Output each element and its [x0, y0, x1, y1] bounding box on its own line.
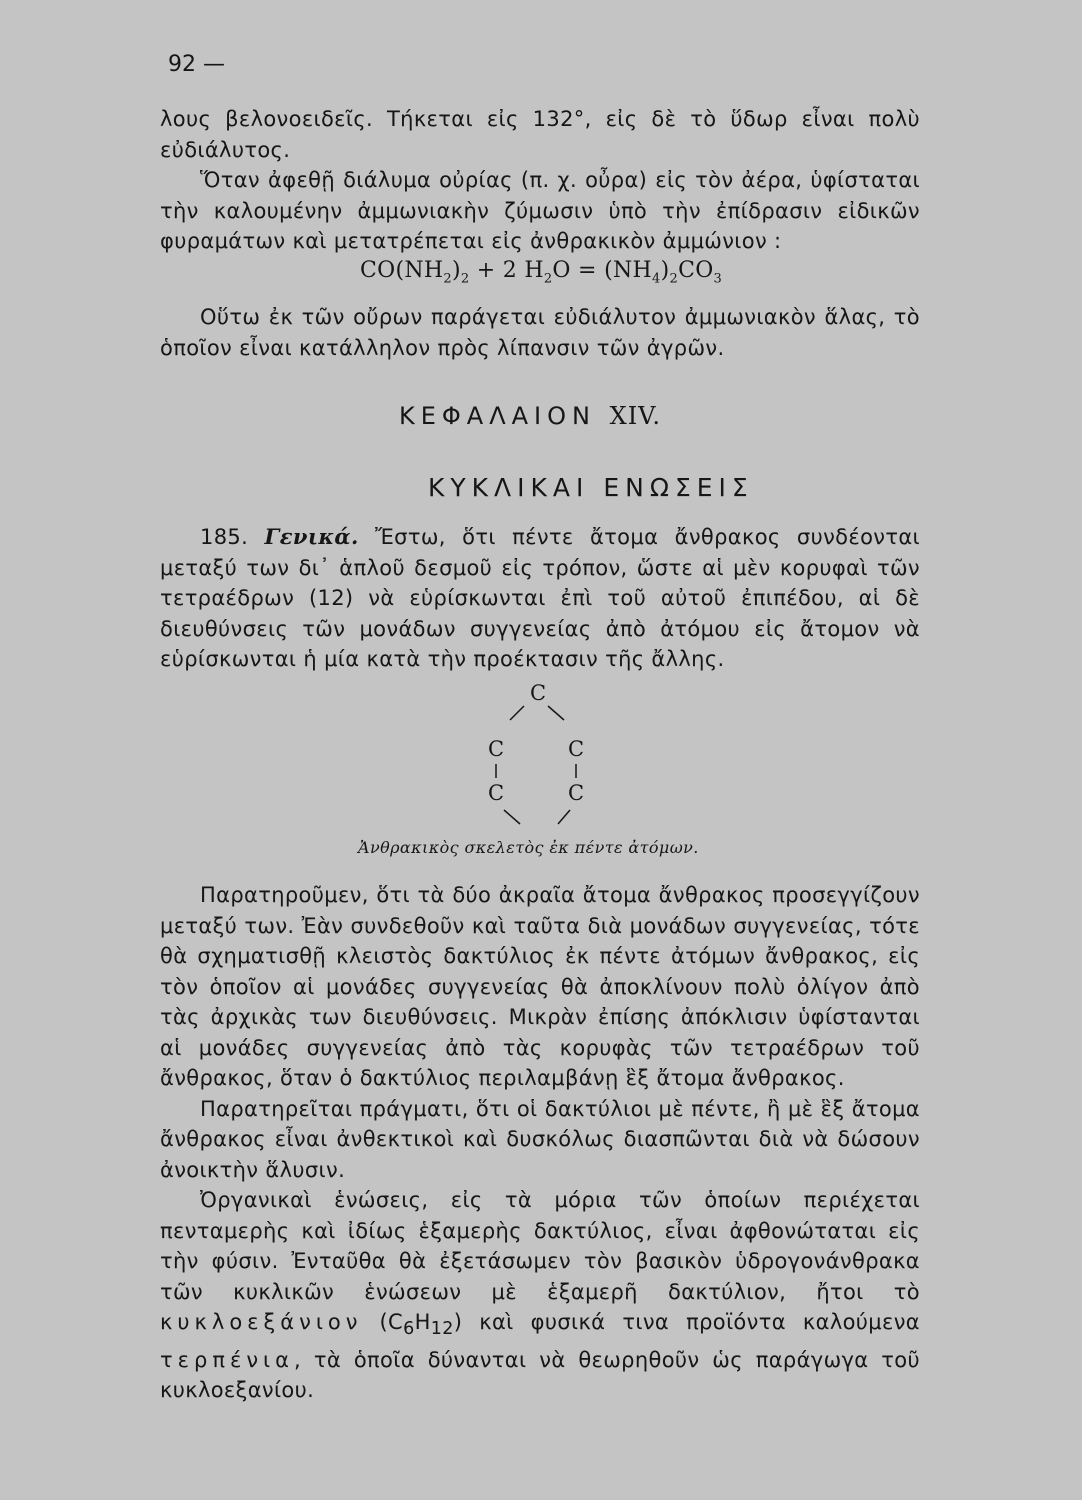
chapter-roman: XIV.: [609, 402, 661, 430]
atom-upper-left: C: [488, 737, 505, 761]
term-terpenes: τερπένια: [160, 1347, 294, 1372]
chapter-title: ΚΥΚΛΙΚΑΙ ΕΝΩΣΕΙΣ: [428, 473, 754, 502]
section-number: 185.: [200, 525, 249, 549]
body-paragraph-1: Παρατηροῦμεν, ὅτι τὰ δύο ἀκραῖα ἄτομα ἄνθρακος προσεγγίζουν μεταξύ των. Ἐὰν συνδεθοῦν καὶ ταῦτα διὰ μονάδων συγγενείας, τότε θὰ σχηματισθῇ κλειστὸς δακτύλιος ἐκ πέντε ἀτόμων ἄνθρακος, εἰς τὸν ὁποῖον αἱ μονάδες συγγενείας θὰ ἀποκλίνουν πολὺ ὀλίγον ἀπὸ τὰς ἀρχικὰς των διευθύνσεις. Μικρὰν ἐπίσης ἀπόκλισιν ὑφίστανται αἱ μονάδες συγγενείας ἀπὸ τὰς κορυφὰς τῶν τετραέδρων τοῦ ἄνθρακος, ὅταν ὁ δακτύλιος περιλαμβάνῃ ἓξ ἄτομα ἄνθρακος.: [160, 883, 920, 1090]
atom-upper-right: C: [568, 737, 585, 761]
section-185: [160, 522, 920, 675]
section-text: Ἔστω, ὅτι πέντε ἄτομα ἄνθρακος συνδέονται μεταξύ των δι᾽ ἁπλοῦ δεσμοῦ εἰς τρόπον, ὥστε αἱ μὲν κορυφαὶ τῶν τετραέδρων (12) νὰ εὑρίσκωνται ἐπὶ τοῦ αὐτοῦ ἐπιπέδου, αἱ δὲ διευθύνσεις τῶν μονάδων συγγενείας ἀπὸ ἀτόμου εἰς ἄτομον νὰ εὑρίσκωνται ἡ μία κατὰ τὴν προέκτασιν τῆς ἄλλης.: [160, 525, 920, 671]
atom-lower-left: C: [488, 781, 505, 805]
section-heading: Γενικά.: [264, 524, 359, 549]
intro-paragraph-1: λους βελονοειδεῖς. Τήκεται εἰς 132°, εἰς δὲ τὸ ὕδωρ εἶναι πολὺ εὐδιάλυτος.: [160, 107, 920, 162]
chapter-label: ΚΕΦΑΛΑΙΟΝ: [399, 402, 596, 430]
ammonia-fermentation-equation: $CO(NH_2)_2 + 2$ $H_2O = (NH_4)_2CO_3$: [360, 258, 723, 287]
carbon-skeleton-diagram: [470, 680, 610, 830]
intro-paragraph-3: Οὕτω ἐκ τῶν οὔρων παράγεται εὐδιάλυτον ἀμμωνιακὸν ἅλας, τὸ ὁποῖον εἶναι κατάλληλον πρὸς λίπανσιν τῶν ἀγρῶν.: [160, 305, 920, 360]
body-text: [160, 880, 920, 1406]
body-paragraph-2: Παρατηρεῖται πράγματι, ὅτι οἱ δακτύλιοι μὲ πέντε, ἢ μὲ ἓξ ἄτομα ἄνθρακος εἶναι ἀνθεκτικοὶ καὶ δυσκόλως διασπῶνται διὰ νὰ δώσουν ἀνοικτὴν ἅλυσιν.: [160, 1096, 920, 1182]
page-number: 92 —: [168, 52, 225, 77]
atom-lower-right: C: [568, 781, 585, 805]
bond-top-right: [548, 706, 564, 720]
diagram-caption: Ἀνθρακικὸς σκελετὸς ἐκ πέντε ἀτόμων.: [358, 838, 699, 857]
term-cyclohexane: κυκλοεξάνιον: [160, 1310, 363, 1334]
bond-bottom-left: [504, 810, 520, 824]
body-paragraph-3: Ὀργανικαὶ ἑνώσεις, εἰς τὰ μόρια τῶν ὁποίων περιέχεται πενταμερὴς καὶ ἰδίως ἑξαμερὴς δακτύλιος, εἶναι ἀφθονώταται εἰς τὴν φύσιν. Ἐνταῦθα θὰ ἐξετάσωμεν τὸν βασικὸν ὑδρογονάνθρακα τῶν κυκλικῶν ἑνώσεων μὲ ἑξαμερῆ δακτύλιον, ἤτοι τὸ κυκλοεξάνιον $(C_6H_{12})$ καὶ φυσικά τινα προϊόντα καλούμενα τερπένια, τὰ ὁποῖα δύνανται νὰ θεωρηθοῦν ὡς παράγωγα τοῦ κυκλοεξανίου.: [160, 1188, 920, 1403]
bond-top-left: [510, 706, 524, 720]
chapter-number: [399, 402, 661, 430]
atom-top: C: [530, 681, 547, 705]
bond-bottom-right: [558, 810, 570, 824]
intro-paragraph-2: Ὅταν ἀφεθῇ διάλυμα οὐρίας (π. χ. οὖρα) εἰς τὸν ἀέρα, ὑφίσταται τὴν καλουμένην ἀμμωνιακὴν ζύμωσιν ὑπὸ τὴν ἐπίδρασιν εἰδικῶν φυραμάτων καὶ μετατρέπεται εἰς ἀνθρακικὸν ἀμμώνιον :: [160, 168, 920, 253]
intro-text: [160, 104, 920, 257]
